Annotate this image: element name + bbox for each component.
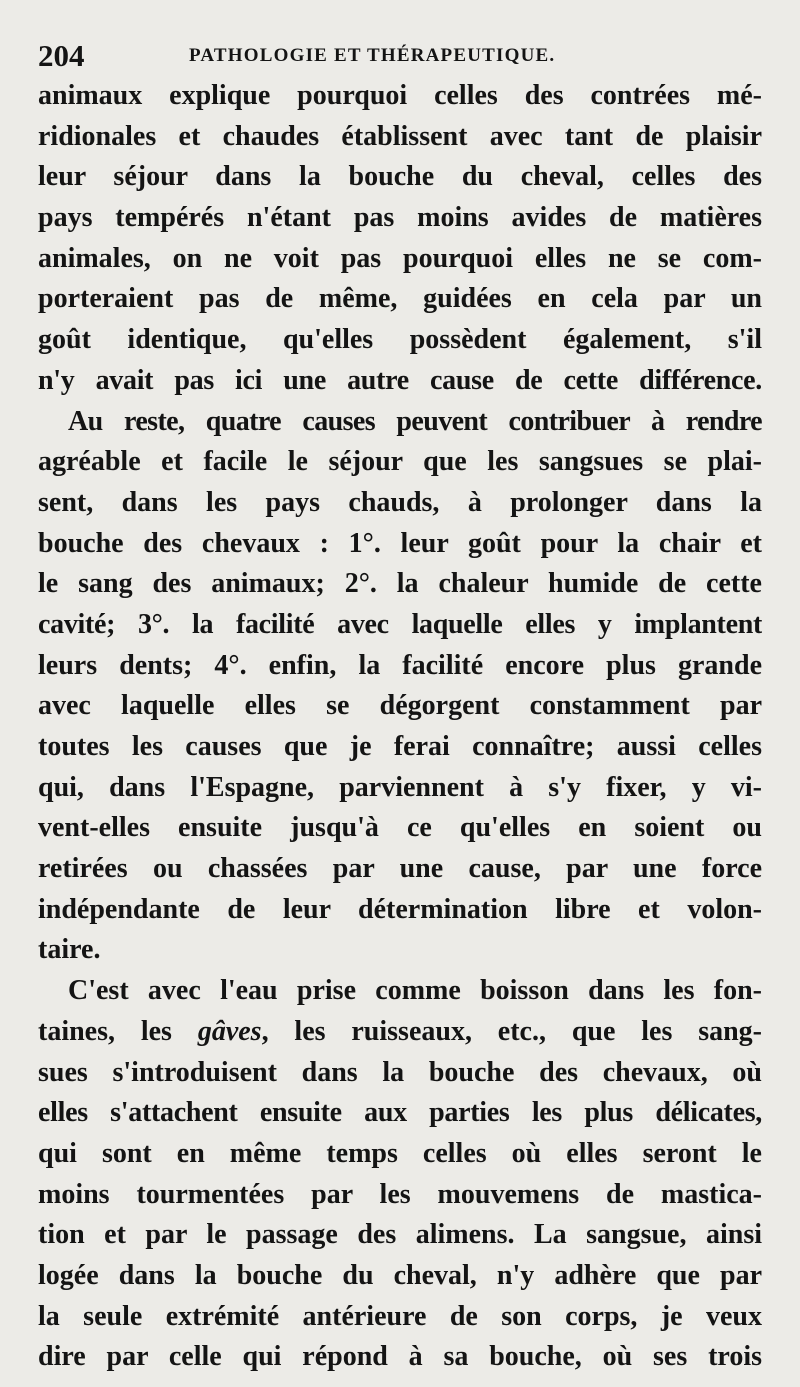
text-line-with-italic [38,1012,762,1053]
text-line: n'y avait pas ici une autre cause de cette différence. [38,364,762,396]
page-header [38,36,762,76]
text-line: le sang des animaux; 2°. la chaleur humide de cette [38,568,762,600]
page-number: 204 [38,38,85,73]
text-line: bouche des chevaux : 1°. leur goût pour la chair et [38,527,762,559]
text-line: toutes les causes que je ferai connaître; aussi celles [38,731,762,762]
text-line: la seule extrémité antérieure de son corps, je veux [38,1300,762,1332]
text-line: agréable et facile le séjour que les sangsues se plai- [38,446,762,478]
text-line: leur séjour dans la bouche du cheval, celles des [38,161,762,193]
text-line: animales, on ne voit pas pourquoi elles ne se com- [38,242,762,274]
text-line: qui, dans l'Espagne, parviennent à s'y fixer, y vi- [38,771,762,803]
running-title: PATHOLOGIE ET THÉRAPEUTIQUE. [189,45,556,66]
text-line: retirées ou chassées par une cause, par une force [38,853,762,885]
body-text [38,76,762,1378]
paragraph-3 [38,971,762,1378]
text-line: porteraient pas de même, guidées en cela par un [38,283,762,315]
text-line: sent, dans les pays chauds, à prolonger dans la [38,486,762,518]
text-line: dire par celle qui répond à sa bouche, où ses trois [38,1341,762,1373]
text-line: cavité; 3°. la facilité avec laquelle elles y implantent [38,608,762,640]
text-line: qui sont en même temps celles où elles seront le [38,1137,762,1169]
text-segment: taines, les [38,1015,198,1047]
text-line: pays tempérés n'étant pas moins avides de matières [38,202,762,234]
text-line: moins tourmentées par les mouvemens de mastica- [38,1178,762,1210]
text-line: taire. [38,934,101,966]
paragraph-2 [38,402,762,972]
text-line: indépendante de leur détermination libre et volon- [38,893,762,925]
italic-term: gâves [197,1015,262,1047]
text-line: animaux explique pourquoi celles des contrées mé- [38,80,762,111]
text-line: logée dans la bouche du cheval, n'y adhère que par [38,1259,762,1291]
text-segment: , les ruisseaux, etc., que les sang- [261,1015,762,1047]
text-line: vent-elles ensuite jusqu'à ce qu'elles en soient ou [38,812,762,844]
text-line: Au reste, quatre causes peuvent contribuer à rendre [68,405,762,437]
text-line: sues s'introduisent dans la bouche des chevaux, où [38,1056,762,1088]
text-line: C'est avec l'eau prise comme boisson dans les fon- [68,975,762,1007]
text-line: tion et par le passage des alimens. La sangsue, ainsi [38,1219,762,1251]
text-line: elles s'attachent ensuite aux parties les plus délicates, [38,1097,762,1129]
text-line: avec laquelle elles se dégorgent constamment par [38,690,762,722]
text-line: goût identique, qu'elles possèdent également, s'il [38,324,762,356]
paragraph-1 [38,76,762,402]
text-line: ridionales et chaudes établissent avec tant de plaisir [38,120,762,152]
text-line: leurs dents; 4°. enfin, la facilité encore plus grande [38,649,762,681]
